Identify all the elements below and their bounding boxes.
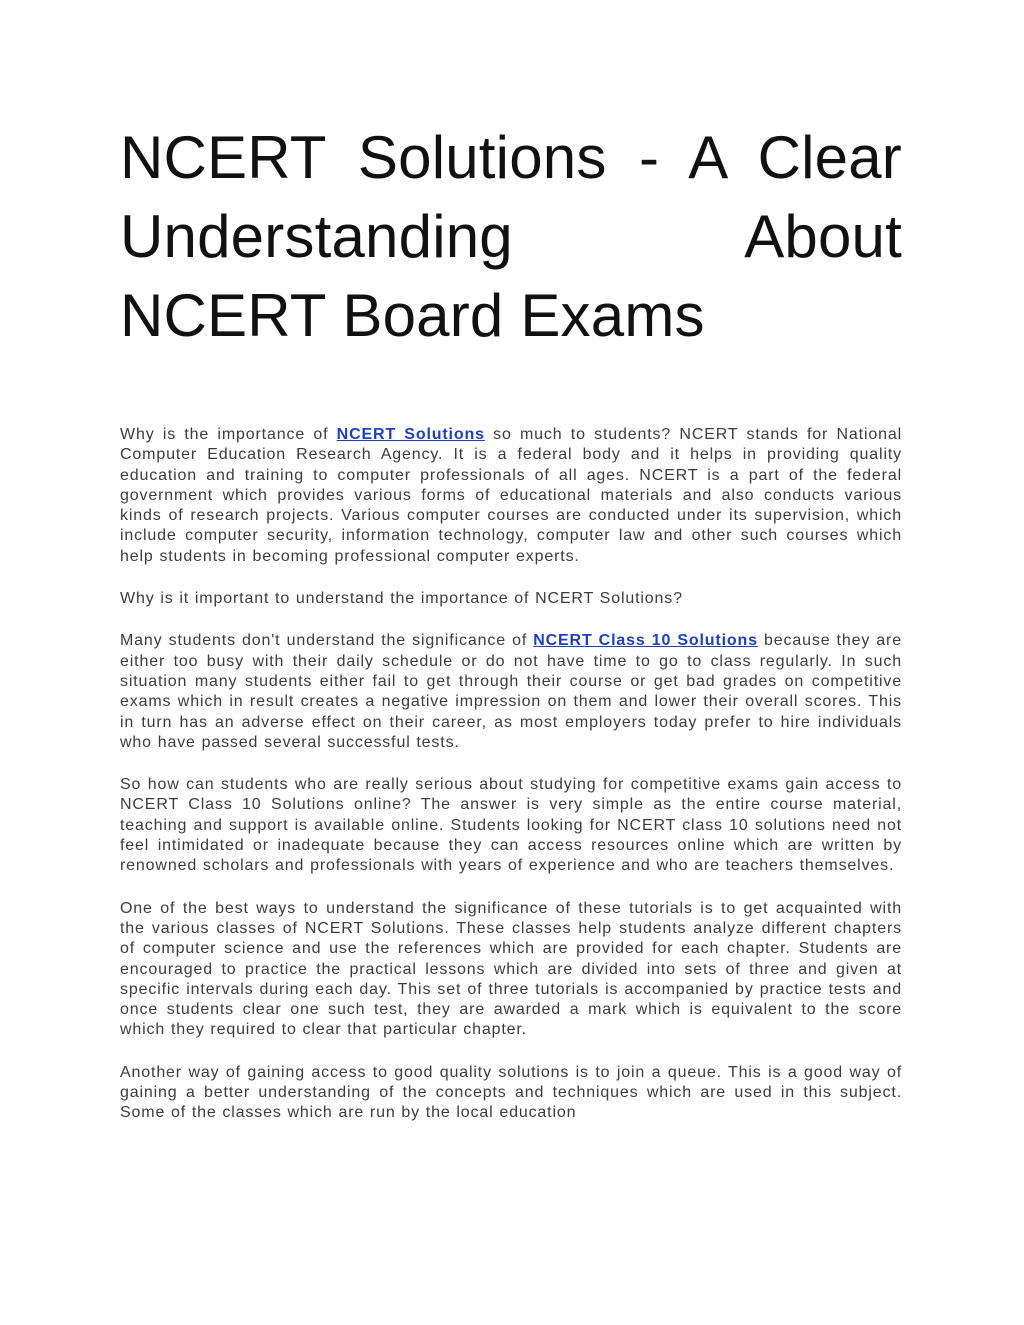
paragraph-1 (120, 425, 902, 567)
document-body (120, 425, 902, 1124)
paragraph-1-after: so much to students? NCERT stands for National Computer Education Research Agency. It is a federal body and it helps in providing quality education and training to computer professionals of all ages. NCERT is a part of the federal government which provides various forms of educational materials and also conducts various kinds of research projects. Various computer courses are conducted under its supervision, which include computer security, information technology, computer law and other such courses which help students in becoming professional computer experts. (120, 426, 903, 565)
paragraph-3 (120, 631, 902, 753)
document-page (120, 118, 902, 1146)
paragraph-4: So how can students who are really serious about studying for competitive exams gain access to NCERT Class 10 Solutions online? The answer is very simple as the entire course material, teaching and support is available online. Students looking for NCERT class 10 solutions need not feel intimidated or inadequate because they can access resources online which are written by renowned scholars and professionals with years of experience and who are teachers themselves. (120, 776, 902, 875)
ncert-class-10-solutions-link[interactable]: NCERT Class 10 Solutions (533, 632, 758, 650)
paragraph-6: Another way of gaining access to good quality solutions is to join a queue. This is a good way of gaining a better understanding of the concepts and techniques which are used in this subject. Some of the classes which are run by the local education (120, 1063, 902, 1122)
document-title: NCERT Solutions - A Clear Understanding About NCERT Board Exams (120, 124, 902, 349)
ncert-solutions-link[interactable]: NCERT Solutions (336, 426, 485, 443)
paragraph-5: One of the best ways to understand the significance of these tutorials is to get acquainted with the various classes of NCERT Solutions. These classes help students analyze different chapters of computer science and use the references which are provided for each chapter. Students are encouraged to practice the practical lessons which are divided into sets of three and given at specific intervals during each day. This set of three tutorials is accompanied by practice tests and once students clear one such test, they are awarded a mark which is equivalent to the score which they required to clear that particular chapter. (120, 899, 902, 1039)
paragraph-3-after: because they are either too busy with their daily schedule or do not have time to go to class regularly. In such situation many students either fail to get through their course or get bad grades on competitive exams which in result creates a negative impression on them and lower their overall scores. This in turn has an adverse effect on their career, as most employers today prefer to hire individuals who have passed several successful tests. (120, 632, 902, 751)
paragraph-3-before: Many students don't understand the significance of (120, 632, 534, 650)
paragraph-2-question: Why is it important to understand the importance of NCERT Solutions? (120, 590, 683, 608)
paragraph-1-before: Why is the importance of (120, 426, 337, 443)
